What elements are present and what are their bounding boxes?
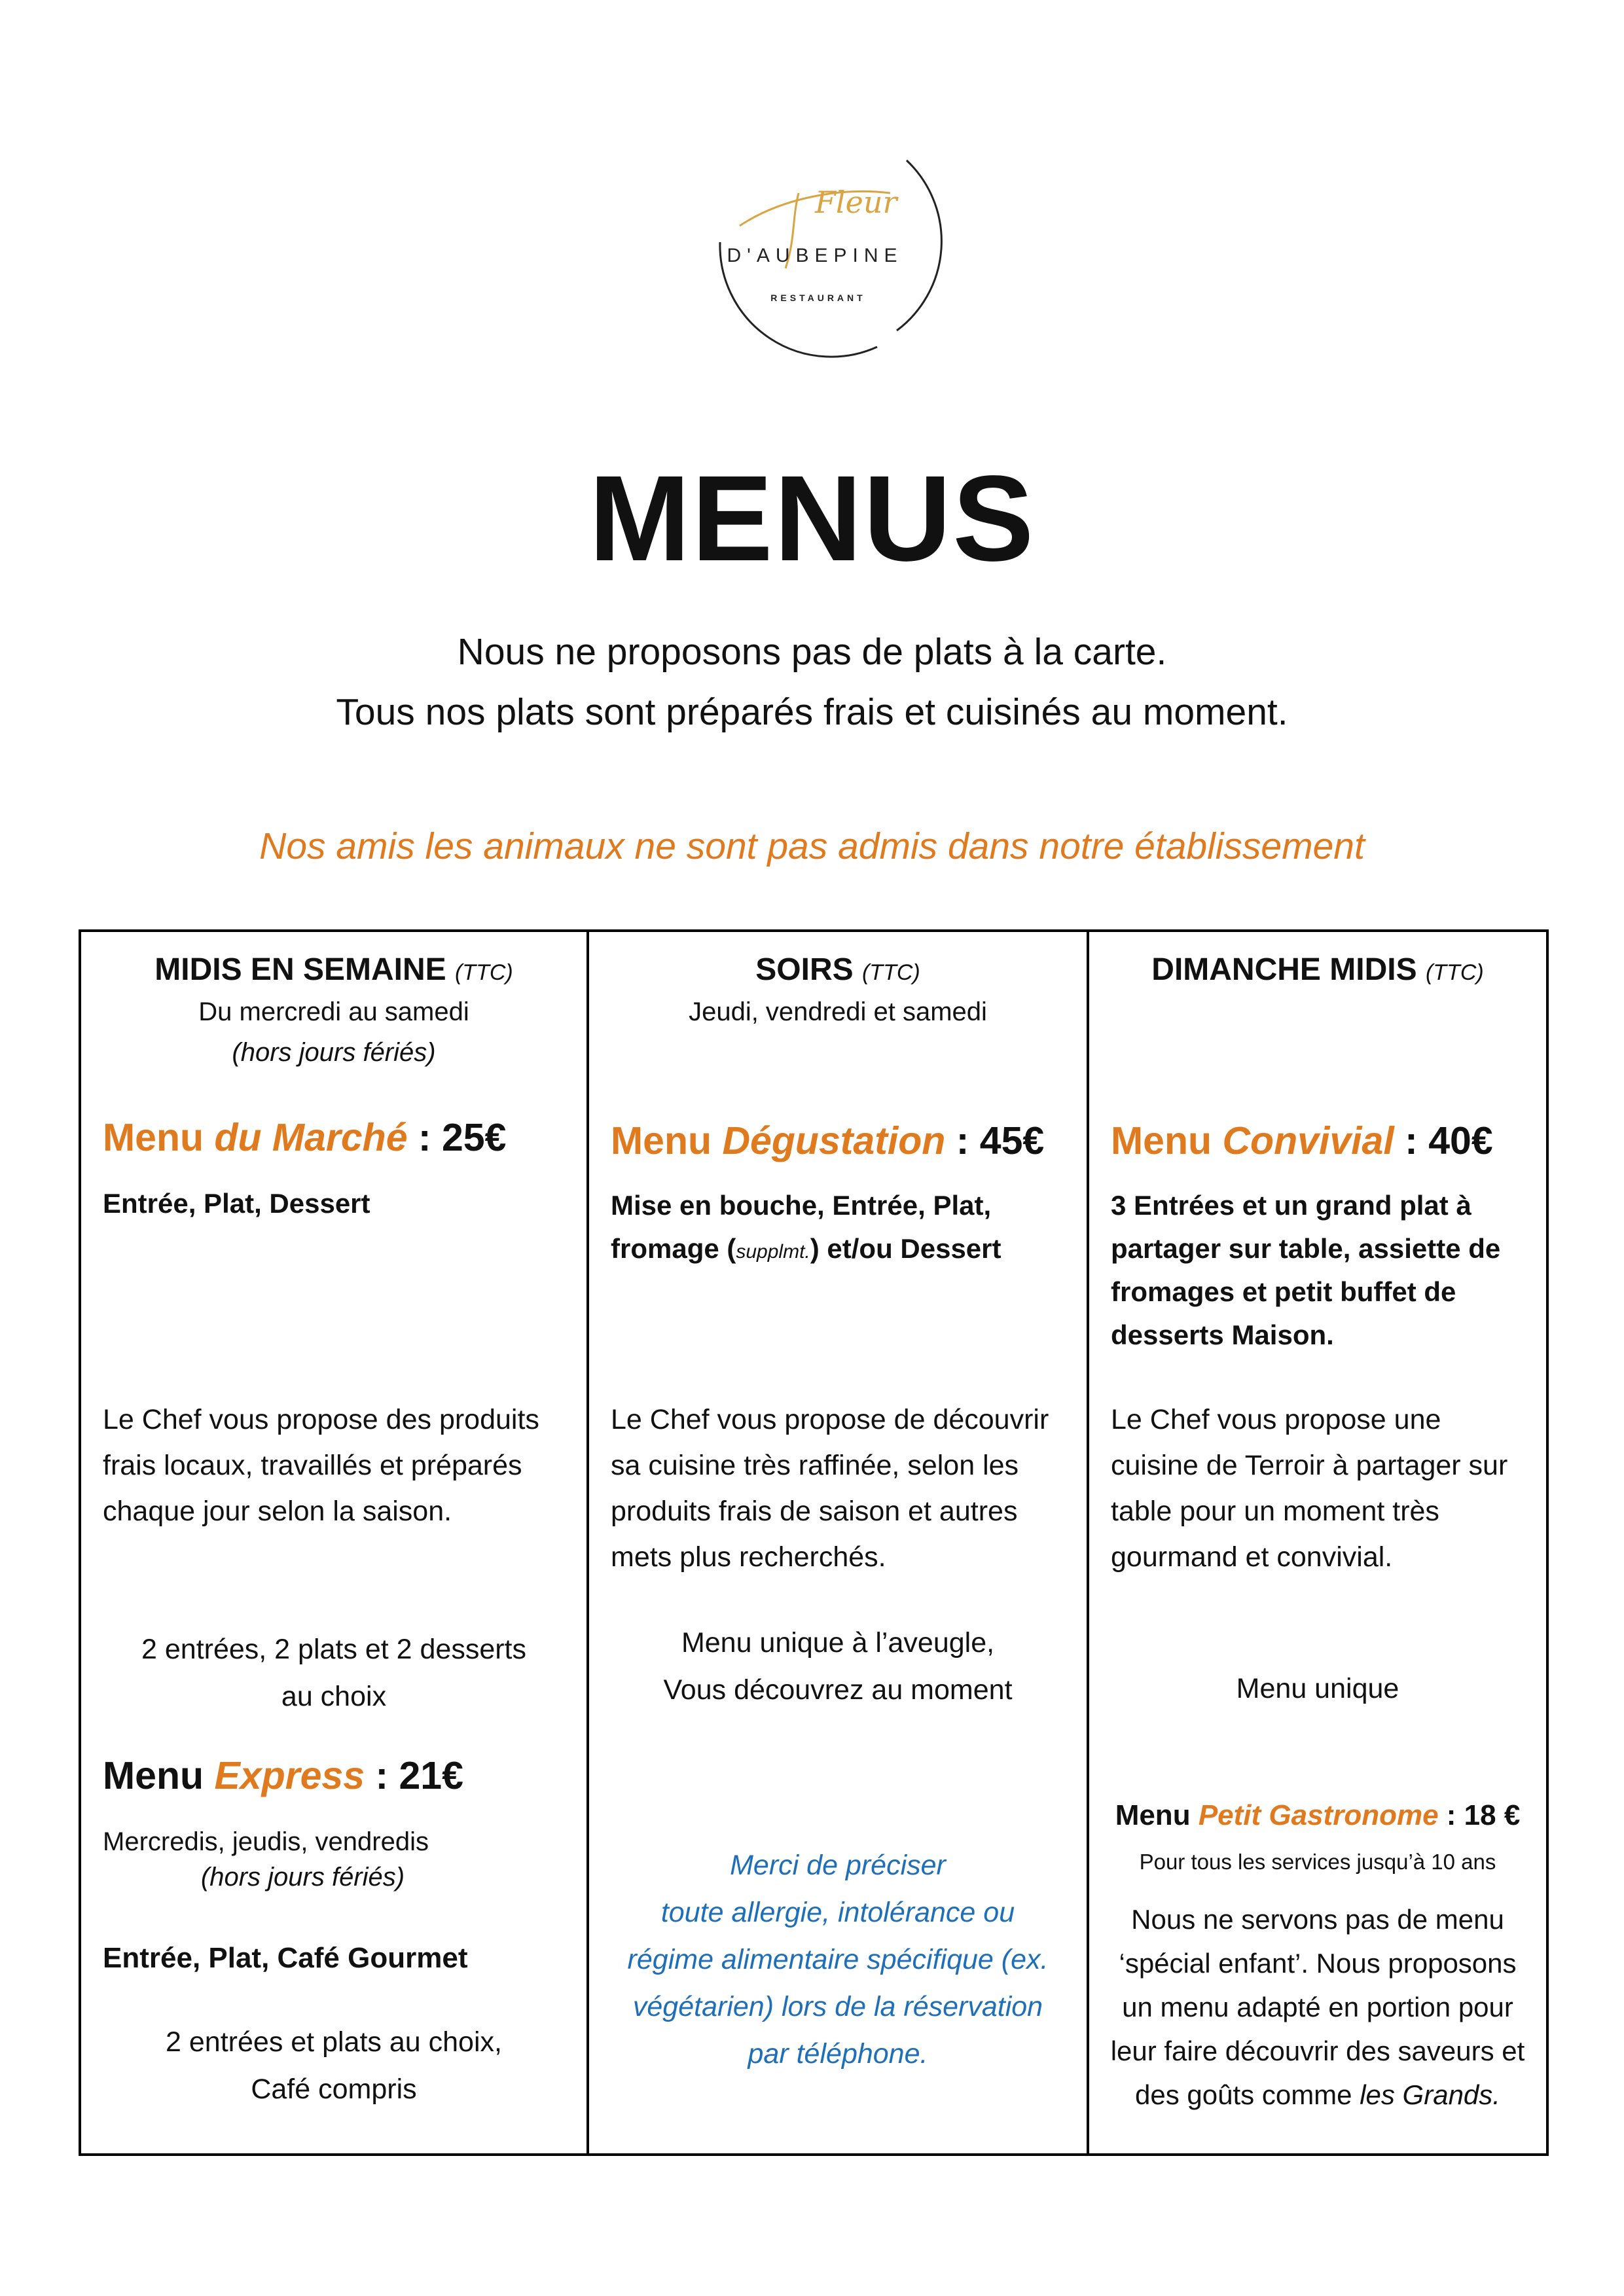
days-note: (hors jours fériés) xyxy=(232,1038,436,1067)
menu2-courses: Entrée, Plat, Café Gourmet xyxy=(103,1942,468,1974)
menu2-days: Mercredis, jeudis, vendredis xyxy=(103,1827,429,1856)
kids-menu-text: Nous ne servons pas de menu ‘spécial enfant’. Nous proposons un menu adapté en portion pour leur faire découvrir des saveurs et des goûts comme les Grands. xyxy=(1110,1904,1525,2110)
ttc-label: (TTC) xyxy=(454,960,513,985)
kids-menu-title: Menu Petit Gastronome : 18 € xyxy=(1115,1799,1521,1831)
menu-title: Menu du Marché : 25€ xyxy=(103,1116,507,1159)
intro-line: Nous ne proposons pas de plats à la carte. xyxy=(457,631,1167,673)
ttc-label: (TTC) xyxy=(1425,960,1484,985)
column-heading xyxy=(589,952,1087,988)
heading-text: MIDIS EN SEMAINE xyxy=(154,952,446,987)
page-title: MENUS xyxy=(588,451,1036,586)
intro-text xyxy=(0,622,1624,742)
restaurant-logo xyxy=(681,115,943,376)
column-evenings xyxy=(588,931,1088,2155)
logo-name: D'AUBEPINE xyxy=(727,245,903,266)
kids-menu-note: Pour tous les services jusqu’à 10 ans xyxy=(1139,1850,1496,1874)
menu-choice: Menu unique à l’aveugle, Vous découvrez au moment xyxy=(663,1627,1013,1706)
pets-notice: Nos amis les animaux ne sont pas admis dans notre établissement xyxy=(259,825,1365,867)
menu2-title: Menu Express : 21€ xyxy=(103,1754,463,1797)
column-weekday-lunch xyxy=(80,931,588,2155)
logo-sub: RESTAURANT xyxy=(770,293,866,303)
days-text: Jeudi, vendredi et samedi xyxy=(689,997,987,1026)
intro-line: Tous nos plats sont préparés frais et cuisinés au moment. xyxy=(336,691,1288,733)
menu-courses: Entrée, Plat, Dessert xyxy=(103,1188,370,1219)
menu-choice: Menu unique xyxy=(1236,1673,1399,1704)
column-heading xyxy=(1089,952,1546,988)
menu2-choice: 2 entrées et plats au choix, Café compris xyxy=(166,2026,502,2105)
menu-description: Le Chef vous propose des produits frais locaux, travaillés et préparés chaque jour selon la saison. xyxy=(103,1404,539,1527)
menus-table xyxy=(79,929,1549,2156)
ttc-label: (TTC) xyxy=(861,960,920,985)
allergy-notice: Merci de préciser toute allergie, intolérance ou régime alimentaire spécifique (ex. végétarien) lors de la réservation par téléphone. xyxy=(627,1850,1049,2070)
heading-text: SOIRS xyxy=(755,952,854,987)
days-text: Du mercredi au samedi xyxy=(198,997,469,1026)
menu2-note: (hors jours fériés) xyxy=(200,1863,405,1892)
logo-script: Fleur xyxy=(815,185,897,220)
menu-courses: Mise en bouche, Entrée, Plat, fromage (supplmt.) et/ou Dessert xyxy=(611,1190,1001,1264)
menu-description: Le Chef vous propose de découvrir sa cuisine très raffinée, selon les produits frais de saison et autres mets plus recherchés. xyxy=(611,1404,1049,1573)
menu-title: Menu Dégustation : 45€ xyxy=(611,1119,1045,1162)
menu-description: Le Chef vous propose une cuisine de Terroir à partager sur table pour un moment très gourmand et convivial. xyxy=(1111,1404,1508,1573)
menu-title: Menu Convivial : 40€ xyxy=(1111,1119,1493,1162)
column-heading xyxy=(81,952,586,988)
heading-text: DIMANCHE MIDIS xyxy=(1151,952,1417,987)
menu-courses: 3 Entrées et un grand plat à partager sur table, assiette de fromages et petit buffet de desserts Maison. xyxy=(1111,1190,1501,1350)
menu-choice: 2 entrées, 2 plats et 2 desserts au choix xyxy=(141,1634,526,1712)
column-sunday-lunch xyxy=(1088,931,1547,2155)
